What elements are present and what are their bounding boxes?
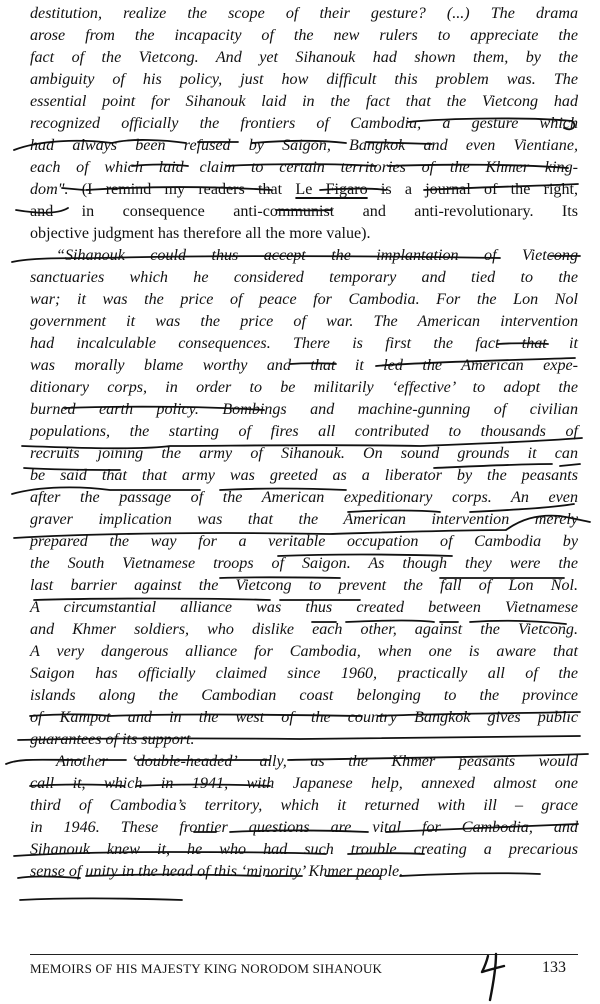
text-line: sanctuaries which he considered temporary and tied to the bbox=[30, 269, 578, 286]
text-line: Sihanouk knew it, he who had such trouble creating a precarious bbox=[30, 841, 578, 858]
text-line: call it, which in 1941, with Japanese help, annexed almost one bbox=[30, 775, 578, 792]
text-line-mixed bbox=[30, 179, 578, 201]
text-line: was morally blame worthy and that it led the American expe- bbox=[30, 357, 578, 374]
text-line: war; it was the price of peace for Cambodia. For the Lon Nol bbox=[30, 291, 578, 308]
paragraph-start-line: “Sihanouk could thus accept the implantation of Vietcong bbox=[56, 247, 578, 264]
text-line: each of which laid claim to certain territories of the Khmer king- bbox=[30, 159, 578, 176]
quote-end: dom". bbox=[30, 181, 69, 198]
le-figaro-title: Le Figaro bbox=[295, 181, 368, 198]
text-line: government it was the price of war. The American intervention bbox=[30, 313, 578, 330]
text-line: Saigon has officially claimed since 1960, practically all of the bbox=[30, 665, 578, 682]
text-line: ambiguity of his policy, just how difficult this problem was. The bbox=[30, 71, 578, 88]
text-line: guarantees of its support. bbox=[30, 731, 195, 748]
text-line: arose from the incapacity of the new rulers to appreciate the bbox=[30, 27, 578, 44]
text-line: burned earth policy. Bombings and machine-gunning of civilian bbox=[30, 401, 578, 418]
text-line: destitution, realize the scope of their gesture? (...) The drama bbox=[30, 5, 578, 22]
paragraph-start-line: Another ‘double-headed’ ally, as the Khmer peasants would bbox=[56, 753, 578, 770]
text-line: in 1946. These frontier questions are vital for Cambodia, and bbox=[30, 819, 578, 836]
text-line: fact of the Vietcong. And yet Sihanouk had shown them, by the bbox=[30, 49, 578, 66]
text-line: prepared the way for a veritable occupation of Cambodia by bbox=[30, 533, 578, 550]
pen-underline bbox=[20, 899, 182, 901]
text-line: sense of unity in the head of this ‘minority’ Khmer people. bbox=[30, 863, 404, 880]
pen-stroke bbox=[482, 954, 504, 1000]
text-line: and in consequence anti-communist and anti-revolutionary. Its bbox=[30, 203, 578, 220]
text-line: after the passage of the American expeditionary corps. An even bbox=[30, 489, 578, 506]
aside-text-end: is a journal of the right, bbox=[367, 181, 578, 198]
text-line: be said that that army was greeted as a liberator by the peasants bbox=[30, 467, 578, 484]
page-number: 133 bbox=[542, 959, 566, 976]
text-line: of Kampot and in the west of the country Bangkok gives public bbox=[30, 709, 578, 726]
text-line: objective judgment has therefore all the more value). bbox=[30, 225, 371, 242]
text-line: last barrier against the Vietcong to prevent the fall of Lon Nol. bbox=[30, 577, 578, 594]
text-line: ditionary corps, in order to be militarily ‘effective’ to adopt the bbox=[30, 379, 578, 396]
text-line: A circumstantial alliance was thus created between Vietnamese bbox=[30, 599, 578, 616]
text-line: had incalculable consequences. There is first the fact that it bbox=[30, 335, 578, 352]
running-footer-title: MEMOIRS OF HIS MAJESTY KING NORODOM SIHANOUK bbox=[30, 961, 383, 976]
text-line: A very dangerous alliance for Cambodia, when one is aware that bbox=[30, 643, 578, 660]
text-line: the South Vietnamese troops of Saigon. As though they were the bbox=[30, 555, 578, 572]
text-line: essential point for Sihanouk laid in the fact that the Vietcong had bbox=[30, 93, 578, 110]
text-line: recruits joining the army of Sihanouk. On sound grounds it can bbox=[30, 445, 578, 462]
text-line: populations, the starting of fires all contributed to thousands of bbox=[30, 423, 578, 440]
text-line: and Khmer soldiers, who dislike each other, against the Vietcong. bbox=[30, 621, 578, 638]
text-line: islands along the Cambodian coast belonging to the province bbox=[30, 687, 578, 704]
aside-text: (I remind my readers that bbox=[68, 181, 296, 198]
text-line: graver implication was that the American intervention merely bbox=[30, 511, 578, 528]
text-line: had always been refused by Saigon, Bangkok and even Vientiane, bbox=[30, 137, 578, 154]
text-line: recognized officially the frontiers of Cambodia, a gesture which bbox=[30, 115, 578, 132]
text-line: third of Cambodia’s territory, which it returned with ill – grace bbox=[30, 797, 578, 814]
body-text bbox=[30, 3, 578, 883]
handwritten-margin-mark bbox=[474, 950, 514, 1004]
